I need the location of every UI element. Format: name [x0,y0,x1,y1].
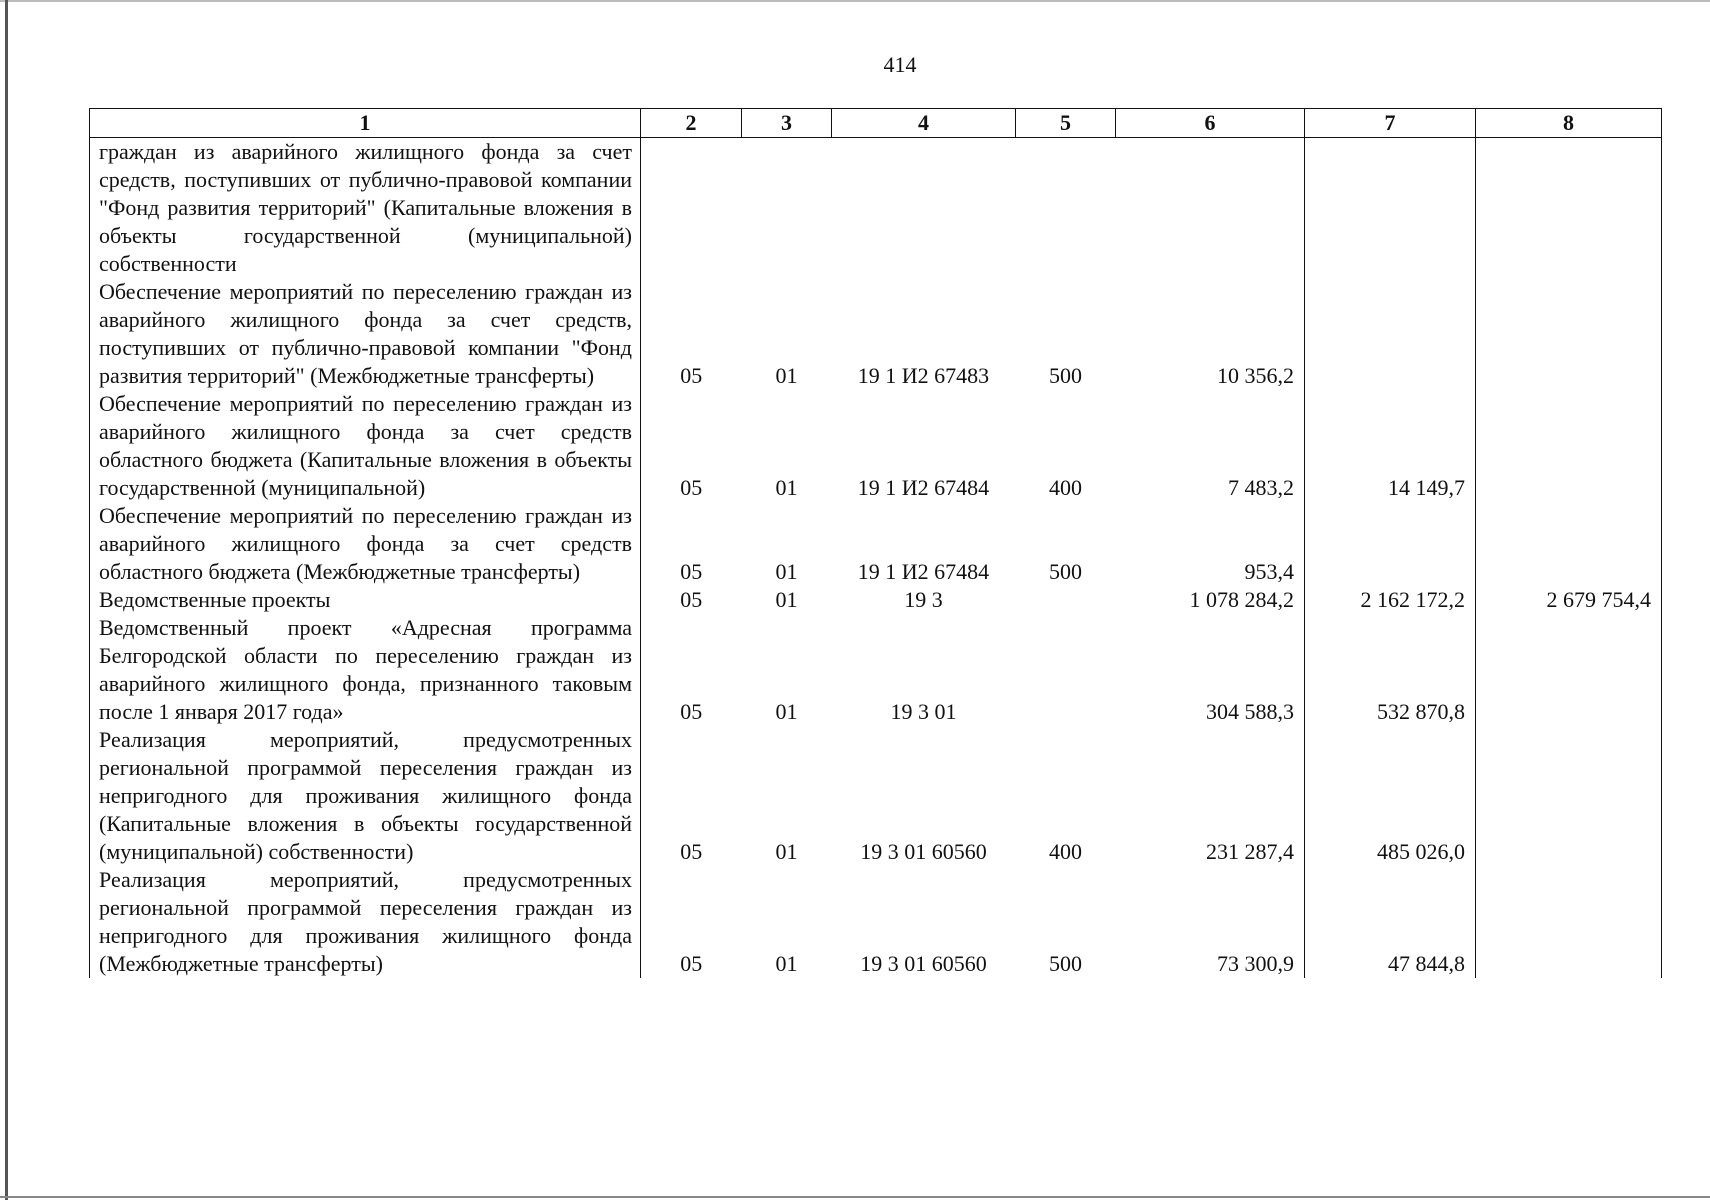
row-target-code: 19 3 01 60560 [860,951,987,976]
table-row [90,278,1662,390]
row-amount-col6 [1116,138,1305,279]
row-target-code [832,138,1016,279]
row-section: 05 [680,363,703,388]
row-name: Обеспечение мероприятий по переселению граждан из аварийного жилищного фонда за счет средств областного бюджета (Капитальные вложения в объекты государственной (муниципальной) [90,390,641,502]
row-amount-col7: 532 870,8 [1305,614,1476,726]
row-amount-col6: 10 356,2 [1217,363,1294,388]
row-amount-col7: 14 149,7 [1305,390,1476,502]
row-name: Обеспечение мероприятий по переселению граждан из аварийного жилищного фонда за счет средств, поступивших от публично-правовой компании "Фонд развития территорий" (Межбюджетные трансферты) [90,278,641,390]
row-expense-type [1016,138,1116,279]
row-section: 05 [680,699,703,724]
header-col-7: 7 [1305,109,1476,138]
row-subsection: 01 [775,559,798,584]
table-body [90,138,1662,979]
row-subsection: 01 [775,475,798,500]
scan-edge-top [0,0,1710,2]
row-expense-type: 500 [1049,559,1082,584]
row-expense-type: 400 [1049,839,1082,864]
row-section: 05 [680,475,703,500]
header-row [90,109,1662,138]
row-target-code: 19 1 И2 67484 [857,559,990,584]
row-target-code: 19 1 И2 67484 [857,475,990,500]
row-section [641,138,742,279]
row-amount-col6: 7 483,2 [1228,475,1294,500]
row-subsection: 01 [775,587,798,612]
row-expense-type [1016,614,1116,726]
row-name: Обеспечение мероприятий по переселению граждан из аварийного жилищного фонда за счет средств областного бюджета (Межбюджетные трансферты) [90,502,641,586]
table-row [90,390,1662,502]
page-number: 414 [883,52,917,77]
header-col-4: 4 [832,109,1016,138]
scan-edge-bottom [0,1196,1710,1198]
row-amount-col6: 304 588,3 [1206,699,1294,724]
table-row [90,614,1662,726]
row-subsection: 01 [775,839,798,864]
row-name: граждан из аварийного жилищного фонда за счет средств, поступивших от публично-правовой компании "Фонд развития территорий" (Капитальные вложения в объекты государственной (муниципальной) собственности [90,138,641,279]
header-col-8: 8 [1476,109,1662,138]
row-name: Реализация мероприятий, предусмотренных региональной программой переселения граждан из непригодного для проживания жилищного фонда (Межбюджетные трансферты) [90,866,641,978]
table-row [90,586,1662,614]
row-amount-col7: 2 162 172,2 [1305,586,1476,614]
table-header [90,109,1662,138]
scan-edge-left [5,0,8,1200]
row-name: Реализация мероприятий, предусмотренных региональной программой переселения граждан из непригодного для проживания жилищного фонда (Капитальные вложения в объекты государственной (муниципальной) собственности) [90,726,641,866]
table-row [90,866,1662,978]
budget-table [89,108,1662,978]
header-col-5: 5 [1016,109,1116,138]
row-amount-col8 [1476,614,1662,726]
row-amount-col6: 73 300,9 [1217,951,1294,976]
table-row [90,726,1662,866]
row-amount-col6: 953,4 [1244,559,1294,584]
header-col-3: 3 [742,109,832,138]
header-col-1: 1 [90,109,641,138]
row-amount-col7: 47 844,8 [1305,866,1476,978]
header-col-2: 2 [641,109,742,138]
row-subsection [742,138,832,279]
row-amount-col6: 231 287,4 [1206,839,1294,864]
row-expense-type: 500 [1049,951,1082,976]
row-expense-type [1016,586,1116,614]
row-amount-col8 [1476,390,1662,502]
row-section: 05 [680,951,703,976]
row-subsection: 01 [775,951,798,976]
row-name: Ведомственные проекты [90,586,641,614]
row-section: 05 [680,839,703,864]
row-amount-col8 [1476,138,1662,279]
row-target-code: 19 1 И2 67483 [857,363,990,388]
header-col-6: 6 [1116,109,1305,138]
row-target-code: 19 3 01 [890,699,957,724]
row-amount-col8 [1476,866,1662,978]
row-expense-type: 500 [1049,363,1082,388]
row-amount-col6: 1 078 284,2 [1189,587,1294,612]
row-expense-type: 400 [1049,475,1082,500]
row-section: 05 [680,587,703,612]
row-amount-col8: 2 679 754,4 [1476,586,1662,614]
row-subsection: 01 [775,699,798,724]
row-subsection: 01 [775,363,798,388]
row-amount-col7 [1305,138,1476,279]
row-amount-col7 [1305,278,1476,390]
row-target-code: 19 3 01 60560 [860,839,987,864]
row-amount-col8 [1476,726,1662,866]
table-row [90,502,1662,586]
row-target-code: 19 3 [904,587,943,612]
row-amount-col7 [1305,502,1476,586]
row-section: 05 [680,559,703,584]
row-name: Ведомственный проект «Адресная программа Белгородской области по переселению граждан из аварийного жилищного фонда, признанного таковым после 1 января 2017 года» [90,614,641,726]
row-amount-col7: 485 026,0 [1305,726,1476,866]
row-amount-col8 [1476,502,1662,586]
table-row [90,138,1662,279]
row-amount-col8 [1476,278,1662,390]
